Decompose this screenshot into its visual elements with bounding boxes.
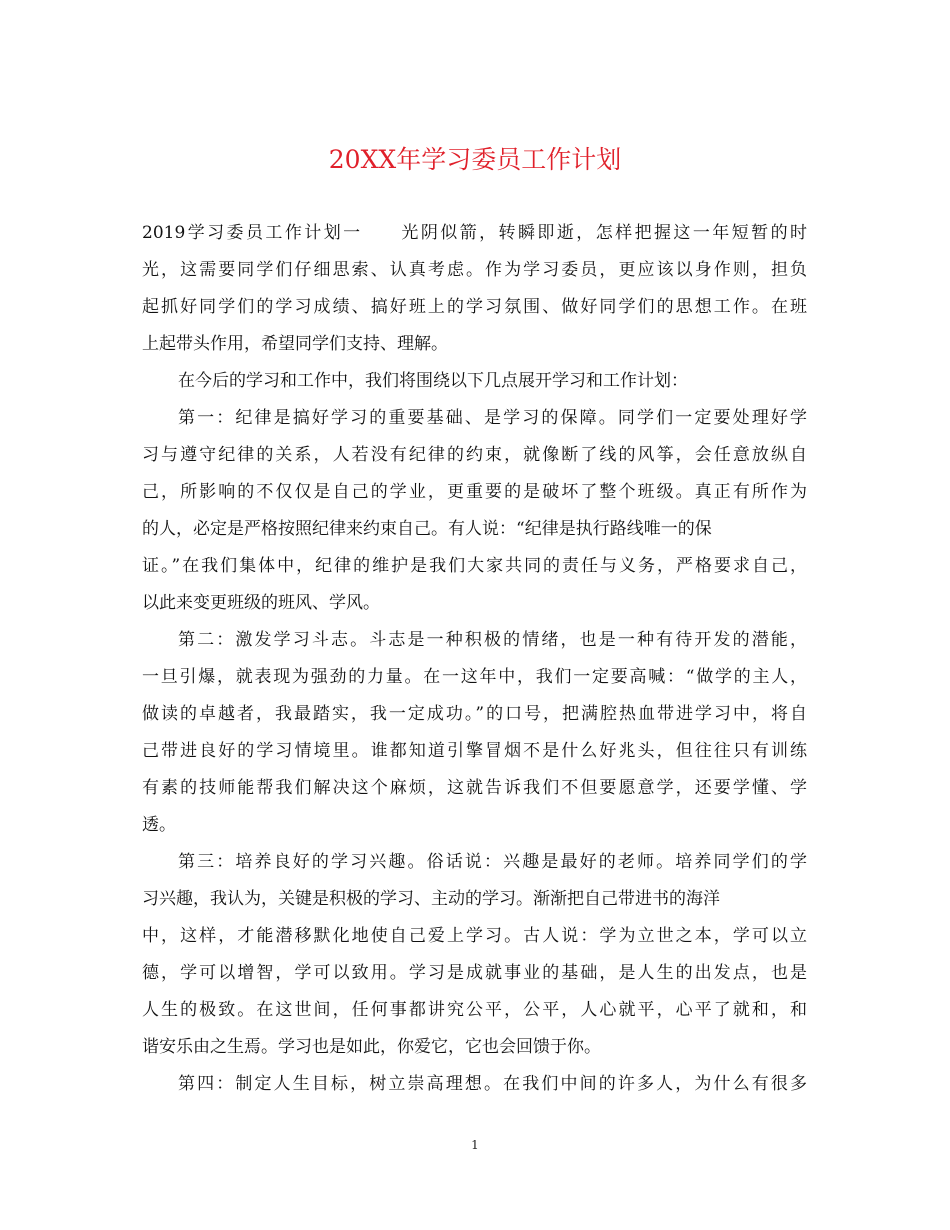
text-line: 上起带头作用，希望同学们支持、理解。 [142,334,448,354]
text-line: 证。”在我们集体中，纪律的维护是我们大家共同的责任与义务，严格要求自己， [142,556,807,576]
text-line: 习兴趣，我认为，关键是积极的学习、主动的学习。渐渐把自己带进书的海洋 [142,889,720,909]
text-line: 的人，必定是严格按照纪律来约束自己。有人说：“纪律是执行路线唯一的保 [142,519,712,539]
text-line: 透。 [142,815,176,835]
text-line: 己带进良好的学习情境里。谁都知道引擎冒烟不是什么好兆头，但往往只有训练 [142,741,807,761]
text-line: 第四：制定人生目标，树立崇高理想。在我们中间的许多人，为什么有很多 [178,1074,807,1094]
text-line: 一旦引爆，就表现为强劲的力量。在一这年中，我们一定要高喊：“做学的主人， [142,667,807,687]
text-line: 在今后的学习和工作中，我们将围绕以下几点展开学习和工作计划： [178,371,688,391]
text-line: 2019学习委员工作计划一 光阴似箭，转瞬即逝，怎样把握这一年短暂的时 [142,223,807,243]
document-body [142,215,807,1103]
text-line: 起抓好同学们的学习成绩、搞好班上的学习氛围、做好同学们的思想工作。在班 [142,297,807,317]
document-title: 20XX年学习委员工作计划 [328,145,622,174]
text-line: 人生的极致。在这世间，任何事都讲究公平，公平，人心就平，心平了就和，和 [142,1000,807,1020]
text-line: 第二：激发学习斗志。斗志是一种积极的情绪，也是一种有待开发的潜能， [178,630,807,650]
page-number: 1 [471,1138,479,1152]
text-line: 有素的技师能帮我们解决这个麻烦，这就告诉我们不但要愿意学，还要学懂、学 [142,778,807,798]
text-line: 光，这需要同学们仔细思索、认真考虑。作为学习委员，更应该以身作则，担负 [142,260,807,280]
text-line: 德，学可以增智，学可以致用。学习是成就事业的基础，是人生的出发点，也是 [142,963,807,983]
text-line: 习与遵守纪律的关系，人若没有纪律的约束，就像断了线的风筝，会任意放纵自 [142,445,807,465]
text-line: 中，这样，才能潜移默化地使自己爱上学习。古人说：学为立世之本，学可以立 [142,926,807,946]
text-line: 第三：培养良好的学习兴趣。俗话说：兴趣是最好的老师。培养同学们的学 [178,852,807,872]
text-line: 己，所影响的不仅仅是自己的学业，更重要的是破坏了整个班级。真正有所作为 [142,482,807,502]
text-line: 第一：纪律是搞好学习的重要基础、是学习的保障。同学们一定要处理好学 [178,408,807,428]
text-line: 做读的卓越者，我最踏实，我一定成功。”的口号，把满腔热血带进学习中，将自 [142,704,807,724]
text-line: 以此来变更班级的班风、学风。 [142,593,380,613]
text-line: 谐安乐由之生焉。学习也是如此，你爱它，它也会回馈于你。 [142,1037,601,1057]
